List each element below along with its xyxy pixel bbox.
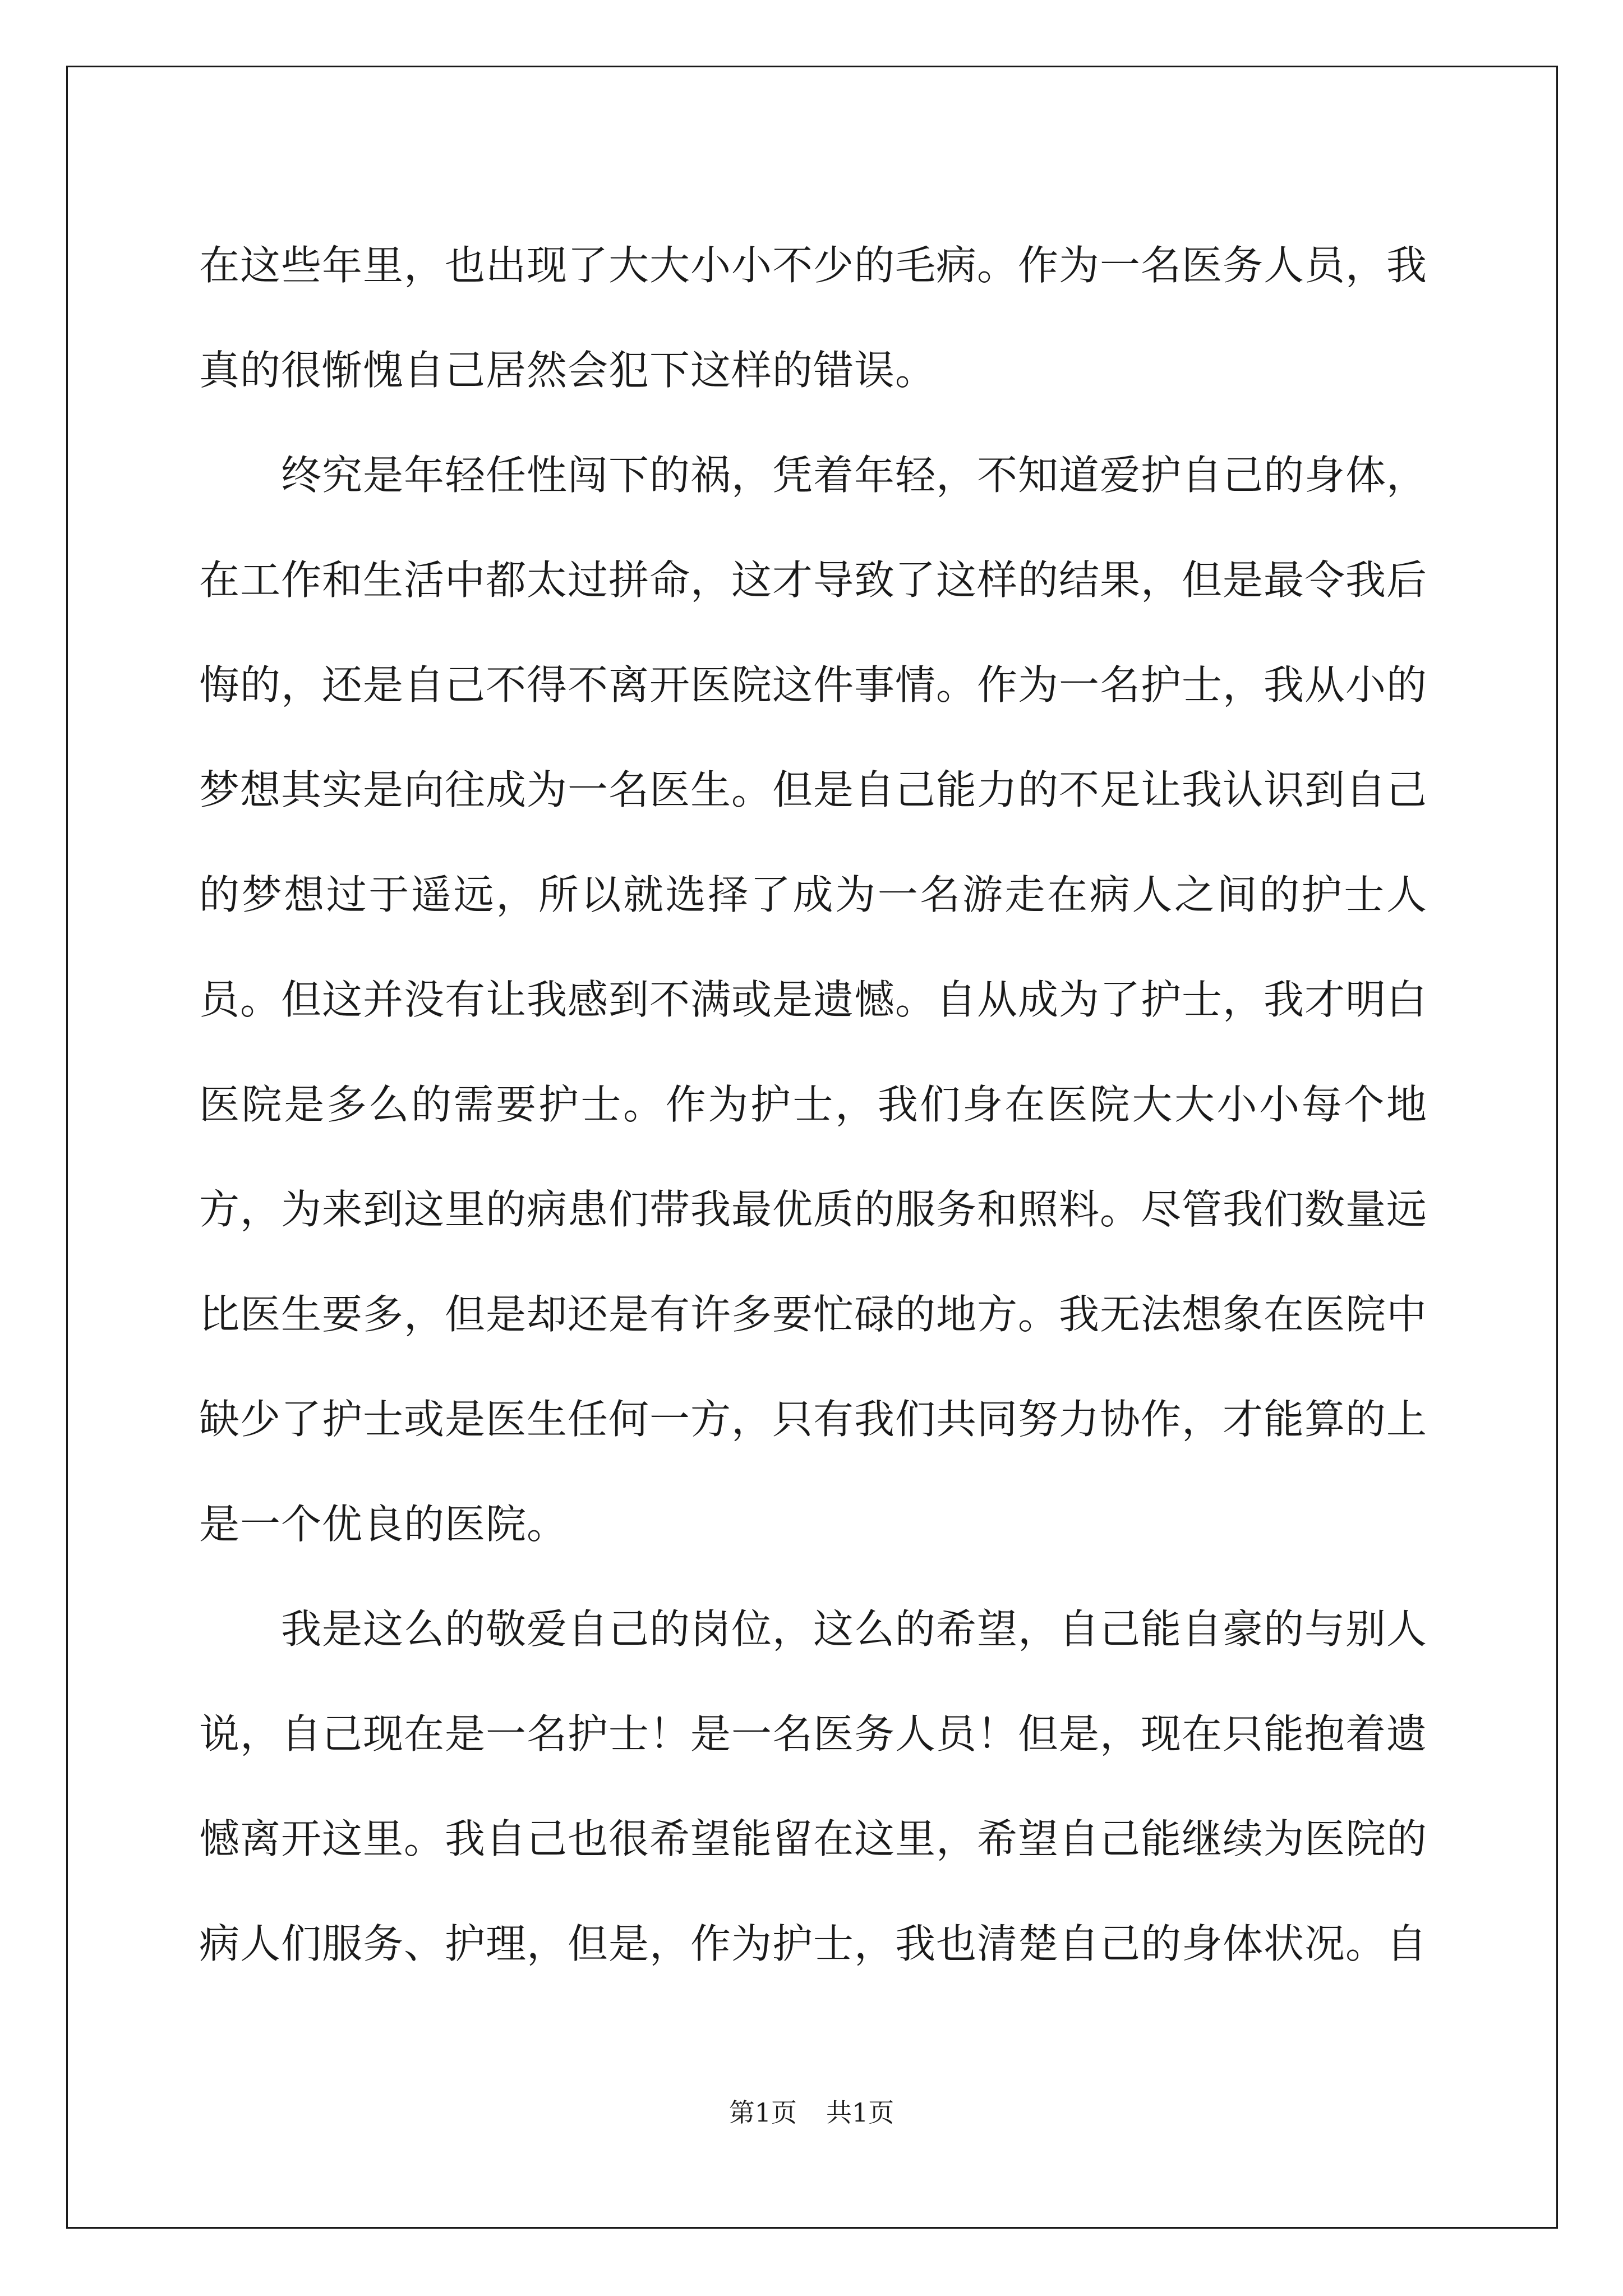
page-number-total: 共1页 xyxy=(826,2097,895,2128)
paragraph-3: 我是这么的敬爱自己的岗位，这么的希望，自己能自豪的与别人说，自己现在是一名护士！是一名医务人员！但是，现在只能抱着遗憾离开这里。我自己也很希望能留在这里，希望自己能继续为医院的病人们服务、护理，但是，作为护士，我也清楚自己的身体状况。自 xyxy=(199,1605,1428,1967)
page-number-current: 第1页 xyxy=(728,2097,797,2128)
paragraph-1: 在这些年里，也出现了大大小小不少的毛病。作为一名医务人员，我真的很惭愧自己居然会犯下这样的错误。 xyxy=(199,242,1428,394)
document-body xyxy=(199,213,1427,1996)
paragraph-2: 终究是年轻任性闯下的祸，凭着年轻，不知道爱护自己的身体，在工作和生活中都太过拼命，这才导致了这样的结果，但是最令我后悔的，还是自己不得不离开医院这件事情。作为一名护士，我从小的梦想其实是向往成为一名医生。但是自己能力的不足让我认识到自己的梦想过于遥远，所以就选择了成为一名游走在病人之间的护士人员。但这并没有让我感到不满或是遗憾。自从成为了护士，我才明白医院是多么的需要护士。作为护士，我们身在医院大大小小每个地方，为来到这里的病患们带我最优质的服务和照料。尽管我们数量远比医生要多，但是却还是有许多要忙碌的地方。我无法想象在医院中缺少了护士或是医生任何一方，只有我们共同努力协作，才能算的上是一个优良的医院。 xyxy=(199,452,1428,1548)
page-footer xyxy=(0,2092,1623,2129)
